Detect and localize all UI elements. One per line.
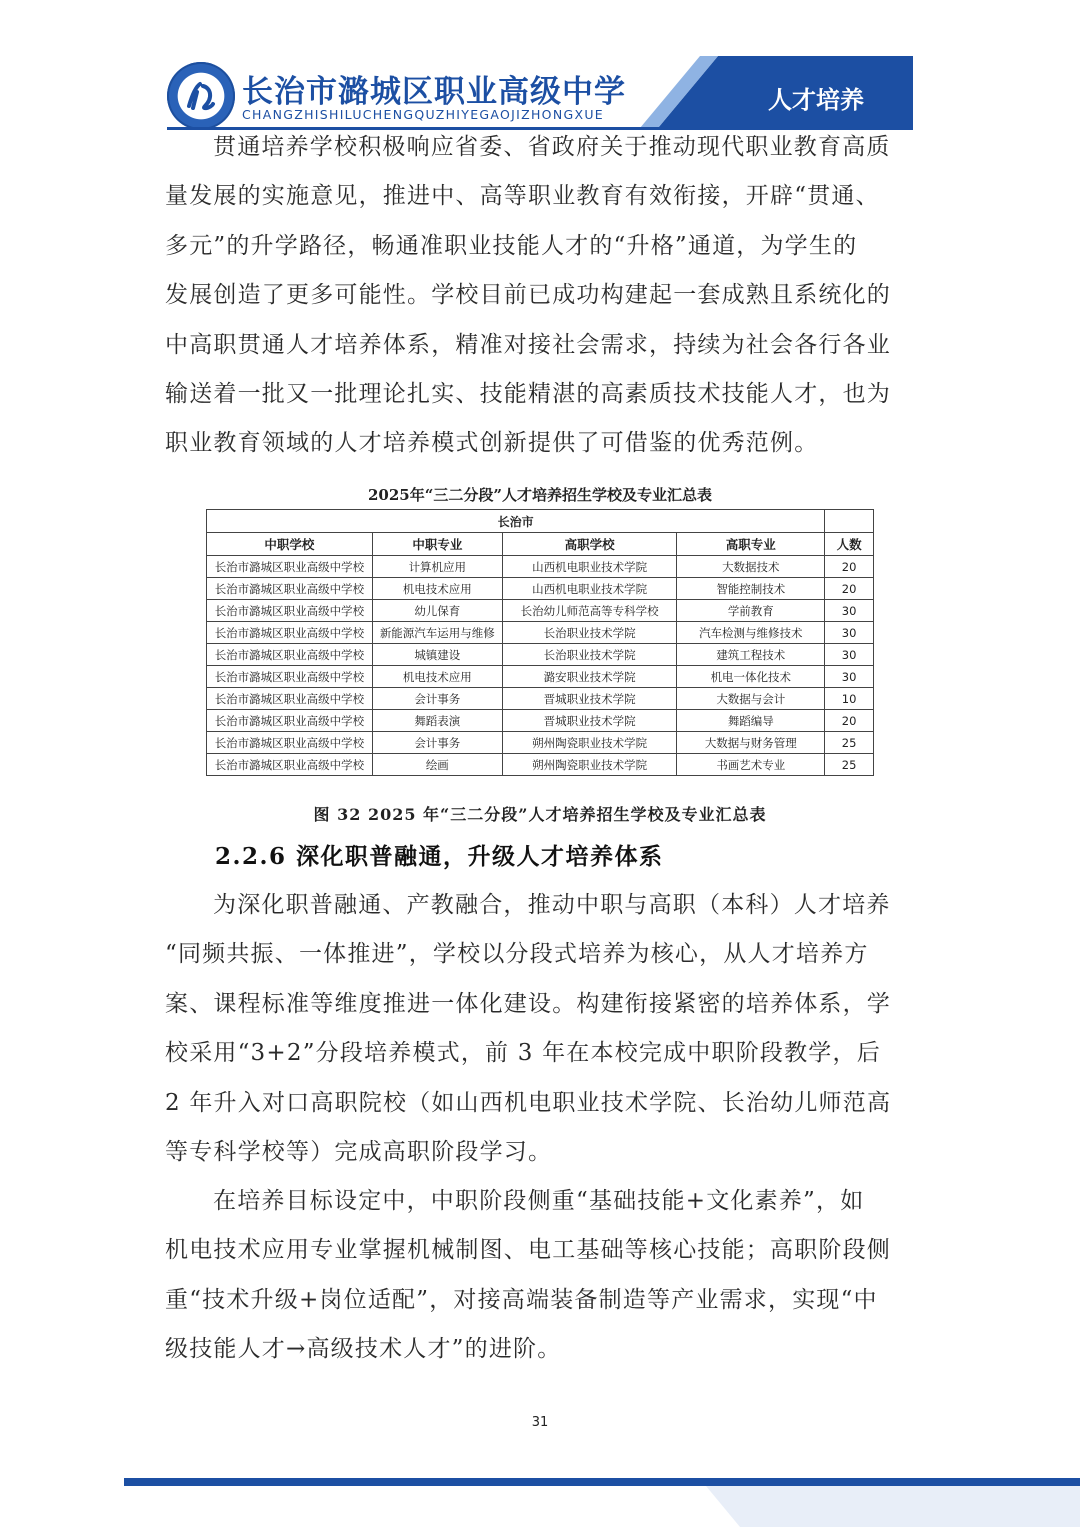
table-cell: 长治市潞城区职业高级中学校 <box>207 754 373 776</box>
table-cell: 长治职业技术学院 <box>502 622 677 644</box>
paragraph-line: 发展创造了更多可能性。学校目前已成功构建起一套成熟且系统化的 <box>165 282 891 309</box>
table-cell: 晋城职业技术学院 <box>502 688 677 710</box>
table-title: 2025年“三二分段”人才培养招生学校及专业汇总表 <box>367 485 712 504</box>
paragraph-goals <box>165 1177 915 1375</box>
paragraph-line: 职业教育领域的人才培养模式创新提供了可借鉴的优秀范例。 <box>165 430 819 457</box>
table-cell: 朔州陶瓷职业技术学院 <box>502 754 677 776</box>
table-header-row <box>207 533 874 556</box>
paragraph-line: 机电技术应用专业掌握机械制图、电工基础等核心技能；高职阶段侧 <box>165 1237 891 1264</box>
table-row <box>207 600 874 622</box>
table-cell: 智能控制技术 <box>677 578 825 600</box>
table-cell: 城镇建设 <box>372 644 502 666</box>
table-row <box>207 754 874 776</box>
summary-table-figure <box>206 479 874 775</box>
table-cell: 长治市潞城区职业高级中学校 <box>207 710 373 732</box>
table-cell: 长治职业技术学院 <box>502 644 677 666</box>
paragraph-integration <box>165 881 915 1177</box>
section-heading: 2.2.6 深化职普融通，升级人才培养体系 <box>215 843 664 870</box>
logo-emblem-icon <box>167 62 235 130</box>
table-city: 长治市 <box>207 510 825 533</box>
table-cell: 大数据与财务管理 <box>677 732 825 754</box>
table-cell: 20 <box>825 710 874 732</box>
table-cell: 长治市潞城区职业高级中学校 <box>207 622 373 644</box>
table-body <box>207 556 874 776</box>
table-row <box>207 710 874 732</box>
table-cell: 25 <box>825 732 874 754</box>
table-cell: 10 <box>825 688 874 710</box>
paragraph-line: 输送着一批又一批理论扎实、技能精湛的高素质技术技能人才，也为 <box>165 381 891 408</box>
paragraph-line: 案、课程标准等维度推进一体化建设。构建衔接紧密的培养体系，学 <box>165 990 891 1017</box>
table-row <box>207 666 874 688</box>
table-row <box>207 578 874 600</box>
table-cell: 20 <box>825 578 874 600</box>
table-cell: 建筑工程技术 <box>677 644 825 666</box>
paragraph-line: 多元”的升学路径，畅通准职业技能人才的“升格”通道，为学生的 <box>165 232 858 259</box>
paragraph-line: 中高职贯通人才培养体系，精准对接社会需求，持续为社会各行各业 <box>165 331 891 358</box>
table-cell: 20 <box>825 556 874 578</box>
table-cell: 长治市潞城区职业高级中学校 <box>207 644 373 666</box>
table-cell: 会计事务 <box>372 688 502 710</box>
paragraph-line: 重“技术升级+岗位适配”，对接高端装备制造等产业需求，实现“中 <box>165 1286 878 1313</box>
paragraph-line: “同频共振、一体推进”，学校以分段式培养为核心，从人才培养方 <box>165 941 869 968</box>
table-row <box>207 644 874 666</box>
table-cell: 30 <box>825 600 874 622</box>
section-title: 人才培养 <box>768 86 864 114</box>
paragraph-line: 校采用“3+2”分段培养模式，前 3 年在本校完成中职阶段教学，后 <box>165 1040 881 1067</box>
column-header: 中职学校 <box>207 533 373 556</box>
table-cell: 书画艺术专业 <box>677 754 825 776</box>
paragraph-line: 为深化职普融通、产教融合，推动中职与高职（本科）人才培养 <box>213 892 891 918</box>
table-cell: 长治市潞城区职业高级中学校 <box>207 688 373 710</box>
paragraph-line: 量发展的实施意见，推进中、高等职业教育有效衔接，开辟“贯通、 <box>165 183 880 210</box>
table-cell: 山西机电职业技术学院 <box>502 556 677 578</box>
paragraph-line: 在培养目标设定中，中职阶段侧重“基础技能+文化素养”，如 <box>213 1188 865 1214</box>
figure-caption: 图 32 2025 年“三二分段”人才培养招生学校及专业汇总表 <box>313 805 767 824</box>
column-header: 中职专业 <box>372 533 502 556</box>
page-number: 31 <box>531 1415 549 1430</box>
table-cell: 大数据与会计 <box>677 688 825 710</box>
table-cell: 晋城职业技术学院 <box>502 710 677 732</box>
table-cell: 舞蹈表演 <box>372 710 502 732</box>
table-row <box>207 688 874 710</box>
table-cell: 学前教育 <box>677 600 825 622</box>
summary-table <box>206 479 874 776</box>
table-cell: 机电一体化技术 <box>677 666 825 688</box>
table-cell: 舞蹈编导 <box>677 710 825 732</box>
table-row <box>207 622 874 644</box>
paragraph-line: 等专科学校等）完成高职阶段学习。 <box>165 1139 553 1166</box>
school-name: 长治市潞城区职业高级中学 <box>242 74 626 110</box>
column-header: 高职专业 <box>677 533 825 556</box>
table-cell: 新能源汽车运用与维修 <box>372 622 502 644</box>
table-cell: 长治市潞城区职业高级中学校 <box>207 666 373 688</box>
table-cell: 机电技术应用 <box>372 666 502 688</box>
table-cell: 朔州陶瓷职业技术学院 <box>502 732 677 754</box>
school-pinyin: CHANGZHISHILUCHENGQUZHIYEGAOJIZHONGXUE <box>242 107 604 122</box>
table-cell: 30 <box>825 622 874 644</box>
table-city-blank <box>825 510 874 533</box>
table-cell: 幼儿保育 <box>372 600 502 622</box>
table-cell: 30 <box>825 644 874 666</box>
paragraph-intro <box>165 123 915 469</box>
table-cell: 机电技术应用 <box>372 578 502 600</box>
footer-band <box>0 1470 1080 1527</box>
table-cell: 山西机电职业技术学院 <box>502 578 677 600</box>
table-cell: 长治市潞城区职业高级中学校 <box>207 732 373 754</box>
table-cell: 长治市潞城区职业高级中学校 <box>207 600 373 622</box>
column-header: 人数 <box>825 533 874 556</box>
paragraph-line: 贯通培养学校积极响应省委、省政府关于推动现代职业教育高质 <box>213 134 891 160</box>
table-cell: 大数据技术 <box>677 556 825 578</box>
column-header: 高职学校 <box>502 533 677 556</box>
table-cell: 30 <box>825 666 874 688</box>
table-cell: 长治市潞城区职业高级中学校 <box>207 556 373 578</box>
table-cell: 长治市潞城区职业高级中学校 <box>207 578 373 600</box>
paragraph-line: 级技能人才→高级技术人才”的进阶。 <box>165 1336 562 1363</box>
table-row <box>207 556 874 578</box>
table-cell: 潞安职业技术学院 <box>502 666 677 688</box>
table-cell: 长治幼儿师范高等专科学校 <box>502 600 677 622</box>
table-row <box>207 732 874 754</box>
table-cell: 计算机应用 <box>372 556 502 578</box>
table-cell: 25 <box>825 754 874 776</box>
table-cell: 会计事务 <box>372 732 502 754</box>
page-header <box>0 0 1080 135</box>
paragraph-line: 2 年升入对口高职院校（如山西机电职业技术学院、长治幼儿师范高 <box>165 1089 892 1116</box>
table-cell: 绘画 <box>372 754 502 776</box>
school-logo <box>167 62 235 130</box>
table-cell: 汽车检测与维修技术 <box>677 622 825 644</box>
